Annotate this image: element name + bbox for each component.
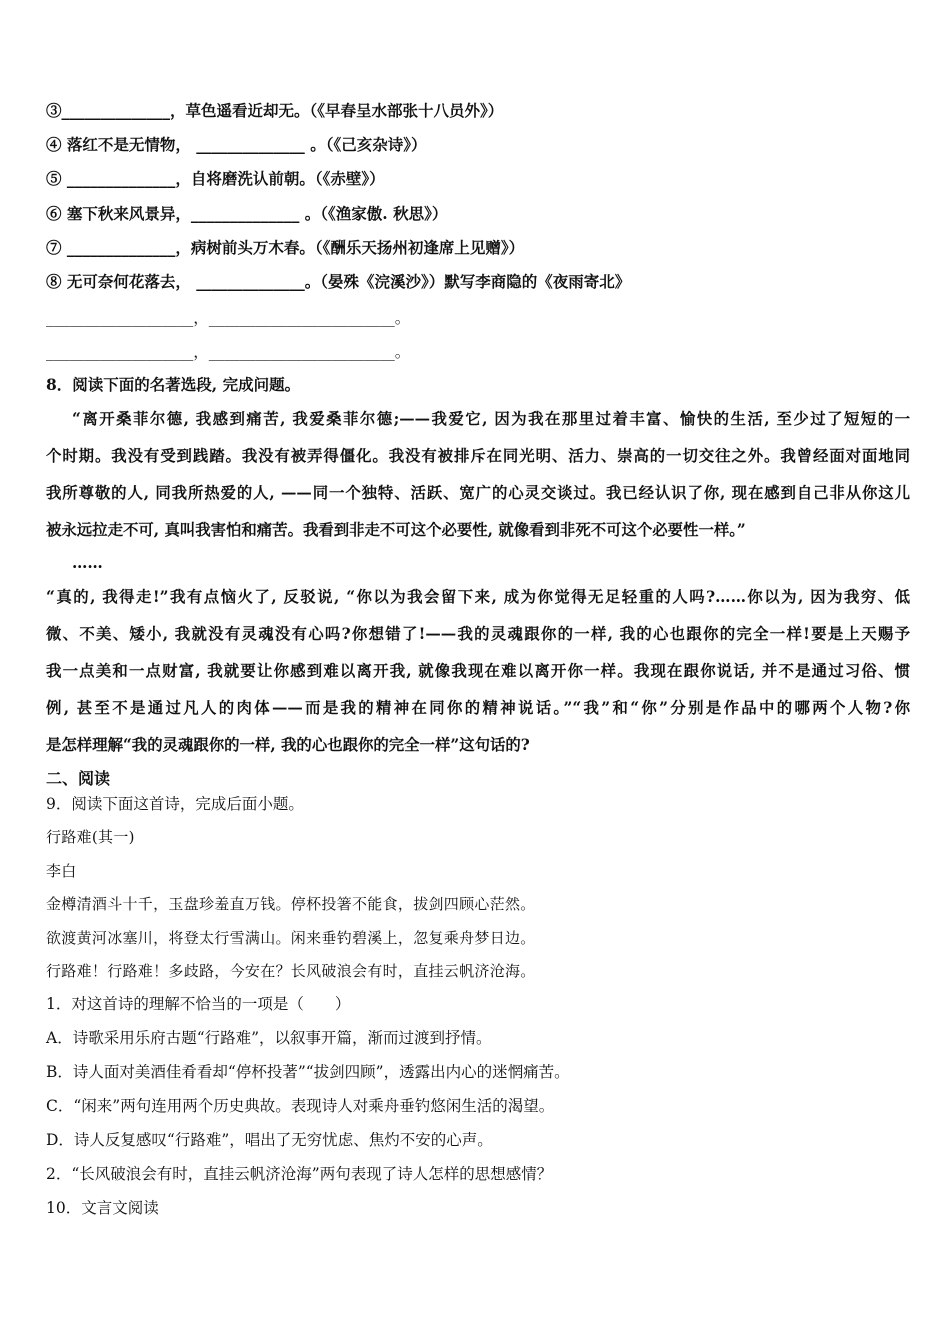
fill-in-item-5: ⑤ ______________，自将磨洗认前朝。（《赤壁》） [46, 169, 385, 188]
excerpt-line: “离开桑菲尔德, 我感到痛苦, 我爱桑菲尔德;——我爱它, 因为我在那里过着丰富、愉快的生活, 至少过了短短的一 [72, 410, 910, 428]
fill-in-item-6: ⑥ 塞下秋来风景异，______________ 。（《渔家傲. 秋思》） [46, 204, 448, 223]
sub-question-1: 1．对这首诗的理解不恰当的一项是（ ） [46, 995, 351, 1013]
excerpt-line: 我一点美和一点财富, 我就要让你感到难以离开我, 就像我现在难以离开你一样。我现在跟你说话, 并不是通过习俗、惯 [46, 662, 910, 680]
fill-in-item-8: ⑧ 无可奈何花落去， ______________。（晏殊《浣溪沙》）默写李商隐的《夜雨寄北》 [46, 272, 631, 291]
question-10-title: 10．文言文阅读 [46, 1199, 159, 1217]
answer-blank-1: ___________________，________________________。 [46, 309, 411, 327]
question-9-title: 9．阅读下面这首诗，完成后面小题。 [46, 795, 304, 813]
fill-in-item-3: ③______________，草色遥看近却无。（《早春呈水部张十八员外》） [46, 101, 504, 120]
excerpt-line: 微、不美、矮小, 我就没有灵魂没有心吗?你想错了!——我的灵魂跟你的一样, 我的心也跟你的完全一样!要是上天赐予 [46, 625, 910, 643]
option-d: D．诗人反复感叹“行路难”，唱出了无穷忧虑、焦灼不安的心声。 [46, 1131, 493, 1149]
excerpt-line: “真的, 我得走!”我有点恼火了, 反驳说, “你以为我会留下来, 成为你觉得无足轻重的人吗?……你以为, 因为我穷、低 [46, 588, 910, 606]
fill-in-item-7: ⑦ ______________，病树前头万木春。（《酬乐天扬州初逢席上见赠》） [46, 238, 525, 257]
question-8-title: 8．阅读下面的名著选段, 完成问题。 [46, 375, 301, 394]
fill-in-item-4: ④ 落红不是无情物， ______________ 。（《己亥杂诗》） [46, 135, 427, 154]
poem-author: 李白 [46, 862, 77, 880]
poem-line: 金樽清酒斗十千，玉盘珍羞直万钱。停杯投箸不能食，拔剑四顾心茫然。 [46, 895, 536, 913]
excerpt-line: 是怎样理解“我的灵魂跟你的一样, 我的心也跟你的完全一样”这句话的? [46, 736, 530, 754]
excerpt-line: 被永远拉走不可, 真叫我害怕和痛苦。我看到非走不可这个必要性, 就像看到非死不可这个必要性一样。” [46, 521, 746, 539]
option-c: C．“闲来”两句连用两个历史典故。表现诗人对乘舟垂钓悠闲生活的渴望。 [46, 1097, 555, 1115]
excerpt-line: 例, 甚至不是通过凡人的肉体——而是我的精神在同你的精神说话。”“我”和“你”分别是作品中的哪两个人物?你 [46, 699, 910, 717]
excerpt-ellipsis: …… [72, 554, 103, 572]
excerpt-line: 我所尊敬的人, 同我所热爱的人, ——同一个独特、活跃、宽广的心灵交谈过。我已经认识了你, 现在感到自己非从你这儿 [46, 484, 910, 502]
option-b: B．诗人面对美酒佳肴看却“停杯投著”“拔剑四顾”，透露出内心的迷惘痛苦。 [46, 1063, 570, 1081]
answer-blank-2: ___________________，________________________。 [46, 343, 411, 361]
poem-line: 行路难！行路难！多歧路，今安在？长风破浪会有时，直挂云帆济沧海。 [46, 962, 536, 980]
section-title: 二、阅读 [46, 769, 111, 788]
excerpt-line: 个时期。我没有受到践踏。我没有被弄得僵化。我没有被排斥在同光明、活力、崇高的一切交往之外。我曾经面对面地同 [46, 447, 910, 465]
option-a: A．诗歌采用乐府古题“行路难”，以叙事开篇，渐而过渡到抒情。 [46, 1029, 492, 1047]
poem-line: 欲渡黄河冰塞川，将登太行雪满山。闲来垂钓碧溪上，忽复乘舟梦日边。 [46, 929, 536, 947]
sub-question-2: 2．“长风破浪会有时，直挂云帆济沧海”两句表现了诗人怎样的思想感情？ [46, 1165, 553, 1183]
poem-title: 行路难(其一) [46, 828, 135, 846]
